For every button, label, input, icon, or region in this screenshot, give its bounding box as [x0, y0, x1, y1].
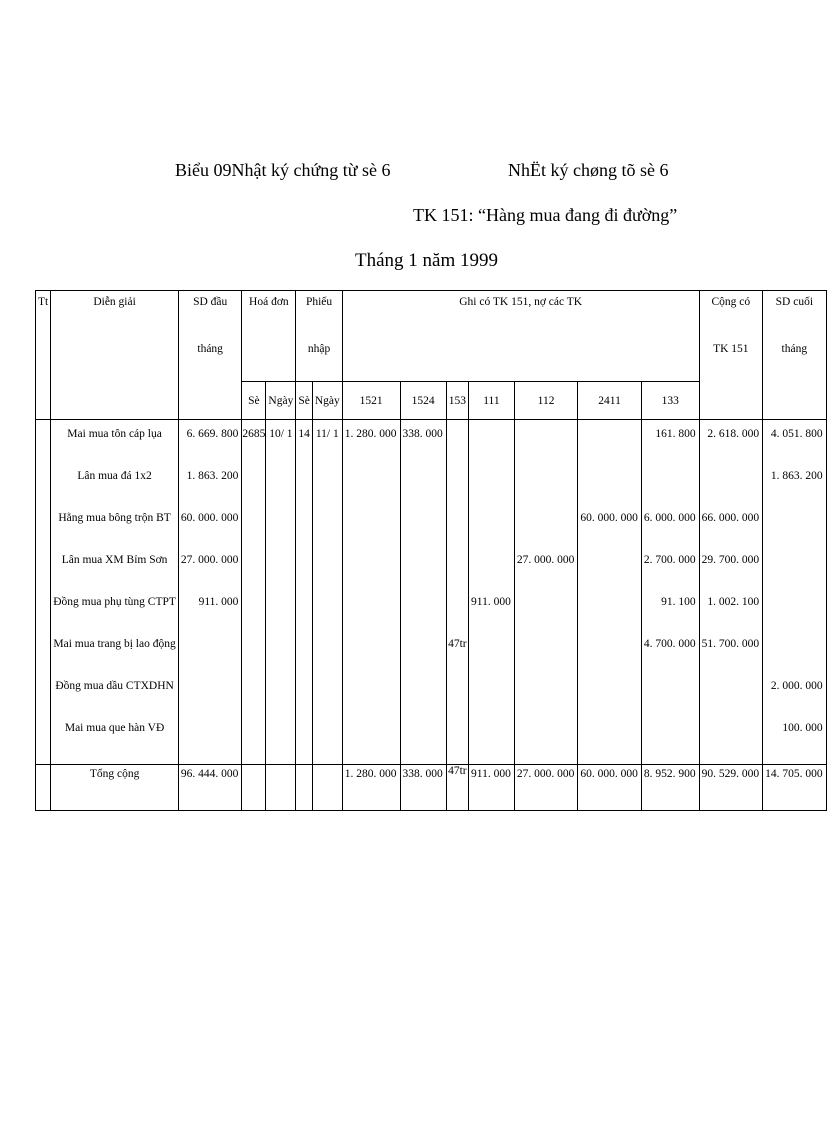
header-acct-1524: 1524: [400, 382, 446, 420]
cell-cong-co: 51. 700. 000: [699, 638, 763, 680]
cell-a112: [514, 428, 578, 470]
total-sd-dau: 96. 444. 000: [178, 765, 242, 811]
cell-desc: Đồng mua phụ tùng CTPT: [51, 596, 179, 638]
cell-a133: 161. 800: [641, 428, 699, 470]
left-title: Biểu 09Nhật ký chứng từ sè 6: [175, 160, 391, 180]
header-phieu-nhap: nhập: [296, 338, 342, 382]
cell-sd-cuoi: [763, 596, 827, 638]
cell-a1524: [400, 470, 446, 512]
cell-cong-co: [699, 722, 763, 765]
cell-hd-ngay: [266, 512, 296, 554]
cell-pn-ngay: [312, 512, 342, 554]
cell-a2411: [578, 722, 642, 765]
cell-sd-dau: 60. 000. 000: [178, 512, 242, 554]
cell-cong-co: 1. 002. 100: [699, 596, 763, 638]
cell-a111: 911. 000: [469, 596, 515, 638]
cell-a111: [469, 428, 515, 470]
cell-cong-co: [699, 470, 763, 512]
cell-a1521: [342, 638, 400, 680]
cell-tt: [36, 470, 51, 512]
right-title: NhËt ký chøng tõ sè 6: [508, 160, 669, 180]
header-ghi-co: Ghi có TK 151, nợ các TK: [342, 291, 699, 339]
cell-pn-ngay: 11/ 1: [312, 428, 342, 470]
cell-hd-ngay: 10/ 1: [266, 428, 296, 470]
cell-a1524: [400, 554, 446, 596]
header-row-1: [36, 291, 827, 339]
total-1521: 1. 280. 000: [342, 765, 400, 811]
cell-a2411: [578, 470, 642, 512]
cell-a133: 2. 700. 000: [641, 554, 699, 596]
total-label: Tổng cộng: [51, 765, 179, 811]
header-acct-153: 153: [446, 382, 468, 420]
header-hoa-don: Hoá đơn: [242, 291, 296, 339]
cell-tt: [36, 722, 51, 765]
cell-a1521: [342, 722, 400, 765]
cell-a111: [469, 680, 515, 722]
cell-hd-so: [242, 470, 266, 512]
header-sd-cuoi-thang: tháng: [763, 338, 827, 382]
cell-a153: [446, 722, 468, 765]
cell-a153: [446, 470, 468, 512]
cell-a112: [514, 470, 578, 512]
cell-a2411: 60. 000. 000: [578, 512, 642, 554]
cell-a133: 6. 000. 000: [641, 512, 699, 554]
cell-sd-cuoi: [763, 638, 827, 680]
total-row: [36, 765, 827, 811]
header-acct-112: 112: [514, 382, 578, 420]
header-acct-1521: 1521: [342, 382, 400, 420]
cell-tt: [36, 680, 51, 722]
cell-a2411: [578, 638, 642, 680]
header-sd-dau-thang: tháng: [178, 338, 242, 382]
cell-sd-dau: 1. 863. 200: [178, 470, 242, 512]
cell-pn-ngay: [312, 680, 342, 722]
table-row: [36, 428, 827, 470]
table-row: [36, 638, 827, 680]
cell-tt: [36, 638, 51, 680]
cell-a112: 27. 000. 000: [514, 554, 578, 596]
cell-a111: [469, 554, 515, 596]
total-cong-co: 90. 529. 000: [699, 765, 763, 811]
cell-pn-so: [296, 554, 313, 596]
cell-a133: [641, 722, 699, 765]
cell-tt: [36, 596, 51, 638]
table-row: [36, 596, 827, 638]
table-row: [36, 722, 827, 765]
cell-a1524: [400, 680, 446, 722]
cell-cong-co: [699, 680, 763, 722]
cell-a112: [514, 596, 578, 638]
cell-desc: Đồng mua dầu CTXDHN: [51, 680, 179, 722]
cell-sd-cuoi: [763, 512, 827, 554]
cell-hd-so: [242, 638, 266, 680]
cell-desc: Lân mua XM Bỉm Sơn: [51, 554, 179, 596]
cell-hd-ngay: [266, 596, 296, 638]
cell-hd-so: [242, 722, 266, 765]
header-sd-cuoi: SD cuối: [763, 291, 827, 339]
cell-desc: Lân mua đá 1x2: [51, 470, 179, 512]
journal-table: [35, 290, 827, 811]
cell-a133: [641, 470, 699, 512]
cell-pn-ngay: [312, 470, 342, 512]
table-row: [36, 470, 827, 512]
cell-pn-ngay: [312, 596, 342, 638]
cell-a133: 91. 100: [641, 596, 699, 638]
cell-pn-ngay: [312, 722, 342, 765]
cell-hd-so: [242, 680, 266, 722]
cell-cong-co: 66. 000. 000: [699, 512, 763, 554]
header-acct-133: 133: [641, 382, 699, 420]
cell-a112: [514, 638, 578, 680]
cell-a133: [641, 680, 699, 722]
cell-pn-so: 14: [296, 428, 313, 470]
total-111: 911. 000: [469, 765, 515, 811]
cell-a111: [469, 512, 515, 554]
header-dien-giai: Diễn giải: [51, 291, 179, 339]
cell-sd-dau: [178, 722, 242, 765]
cell-hd-ngay: [266, 680, 296, 722]
cell-a153: [446, 512, 468, 554]
cell-a112: [514, 680, 578, 722]
cell-hd-ngay: [266, 470, 296, 512]
cell-a1524: 338. 000: [400, 428, 446, 470]
cell-pn-so: [296, 512, 313, 554]
cell-a1524: [400, 638, 446, 680]
cell-hd-so: [242, 596, 266, 638]
cell-pn-so: [296, 680, 313, 722]
cell-pn-ngay: [312, 554, 342, 596]
cell-sd-cuoi: [763, 554, 827, 596]
cell-tt: [36, 428, 51, 470]
cell-a111: [469, 638, 515, 680]
total-1524: 338. 000: [400, 765, 446, 811]
cell-sd-cuoi: 100. 000: [763, 722, 827, 765]
cell-hd-so: [242, 512, 266, 554]
cell-a112: [514, 512, 578, 554]
total-112: 27. 000. 000: [514, 765, 578, 811]
cell-a111: [469, 470, 515, 512]
cell-hd-so: 2685: [242, 428, 266, 470]
cell-a1521: [342, 470, 400, 512]
cell-hd-ngay: [266, 638, 296, 680]
cell-a153: 47tr: [446, 638, 468, 680]
cell-a153: [446, 596, 468, 638]
cell-desc: Mai mua que hàn VĐ: [51, 722, 179, 765]
cell-sd-cuoi: 1. 863. 200: [763, 470, 827, 512]
cell-a112: [514, 722, 578, 765]
cell-tt: [36, 512, 51, 554]
cell-pn-so: [296, 638, 313, 680]
cell-cong-co: 29. 700. 000: [699, 554, 763, 596]
account-title: TK 151: “Hàng mua đang đi đường”: [413, 205, 678, 225]
header-row-2: [36, 338, 827, 382]
cell-a153: [446, 554, 468, 596]
cell-a1521: [342, 512, 400, 554]
cell-sd-dau: 911. 000: [178, 596, 242, 638]
header-row-3: [36, 382, 827, 420]
total-2411: 60. 000. 000: [578, 765, 642, 811]
header-cong-co: Cộng có: [699, 291, 763, 339]
cell-sd-dau: 27. 000. 000: [178, 554, 242, 596]
spacer-row: [36, 420, 827, 429]
header-phieu: Phiếu: [296, 291, 342, 339]
cell-desc: Mai mua trang bị lao động: [51, 638, 179, 680]
table-row: [36, 554, 827, 596]
cell-a1521: 1. 280. 000: [342, 428, 400, 470]
cell-pn-so: [296, 596, 313, 638]
cell-a2411: [578, 554, 642, 596]
cell-hd-so: [242, 554, 266, 596]
cell-pn-so: [296, 722, 313, 765]
table-row: [36, 512, 827, 554]
cell-a111: [469, 722, 515, 765]
header-sd-dau: SD đầu: [178, 291, 242, 339]
header-tt: Tt: [36, 291, 51, 339]
table-row: [36, 680, 827, 722]
cell-desc: Mai mua tôn cáp lụa: [51, 428, 179, 470]
total-153: 47tr: [446, 765, 468, 811]
cell-a1524: [400, 512, 446, 554]
cell-a1524: [400, 722, 446, 765]
header-pn-so: Sè: [296, 382, 313, 420]
cell-sd-dau: 6. 669. 800: [178, 428, 242, 470]
cell-pn-ngay: [312, 638, 342, 680]
cell-a153: [446, 680, 468, 722]
cell-a2411: [578, 596, 642, 638]
cell-a2411: [578, 680, 642, 722]
cell-a1521: [342, 554, 400, 596]
cell-a1524: [400, 596, 446, 638]
header-hd-ngay: Ngày: [266, 382, 296, 420]
cell-a1521: [342, 596, 400, 638]
cell-a1521: [342, 680, 400, 722]
header-acct-111: 111: [469, 382, 515, 420]
cell-sd-cuoi: 4. 051. 800: [763, 428, 827, 470]
cell-a2411: [578, 428, 642, 470]
total-133: 8. 952. 900: [641, 765, 699, 811]
cell-sd-dau: [178, 638, 242, 680]
cell-sd-dau: [178, 680, 242, 722]
period-title: Tháng 1 năm 1999: [355, 250, 499, 271]
header-acct-2411: 2411: [578, 382, 642, 420]
cell-hd-ngay: [266, 722, 296, 765]
total-sd-cuoi: 14. 705. 000: [763, 765, 827, 811]
header-hd-so: Sè: [242, 382, 266, 420]
cell-cong-co: 2. 618. 000: [699, 428, 763, 470]
cell-pn-so: [296, 470, 313, 512]
cell-sd-cuoi: 2. 000. 000: [763, 680, 827, 722]
header-pn-ngay: Ngày: [312, 382, 342, 420]
header-cong-co-tk: TK 151: [699, 338, 763, 382]
cell-hd-ngay: [266, 554, 296, 596]
cell-tt: [36, 554, 51, 596]
cell-a133: 4. 700. 000: [641, 638, 699, 680]
cell-desc: Hằng mua bông trộn BT: [51, 512, 179, 554]
cell-a153: [446, 428, 468, 470]
